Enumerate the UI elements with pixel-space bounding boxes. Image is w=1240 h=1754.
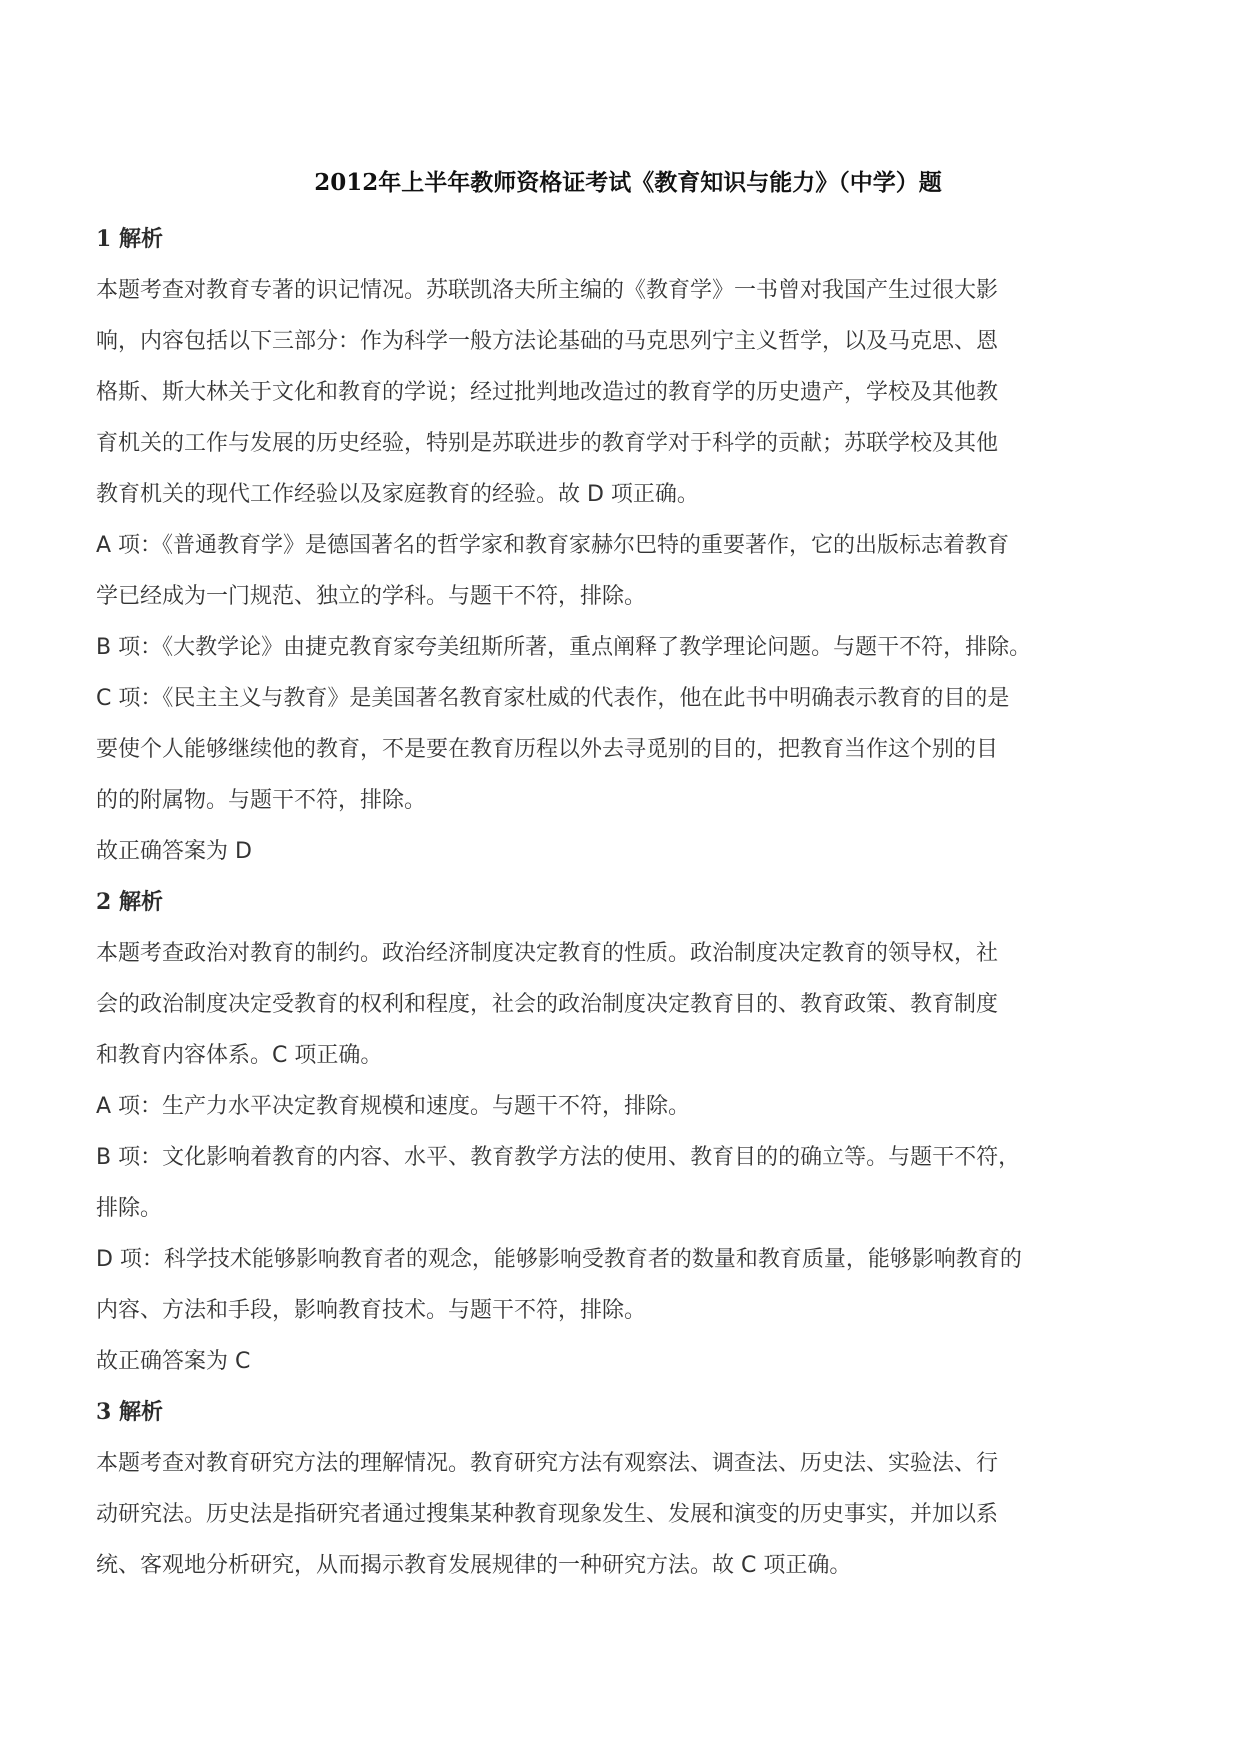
text-line: 本题考查政治对教育的制约。政治经济制度决定教育的性质。政治制度决定教育的领导权，社: [96, 941, 999, 966]
text-line: 响，内容包括以下三部分：作为科学一般方法论基础的马克思列宁主义哲学，以及马克思、恩: [96, 329, 999, 354]
section-3: [96, 1387, 1160, 1591]
option-d-paragraph: [96, 1234, 1160, 1336]
option-a-paragraph: [96, 520, 1160, 622]
text-line: 格斯、斯大林关于文化和教育的学说；经过批判地改造过的教育学的历史遗产，学校及其他教: [96, 380, 999, 405]
analysis-paragraph: [96, 265, 1160, 520]
text-line: 动研究法。历史法是指研究者通过搜集某种教育现象发生、发展和演变的历史事实，并加以系: [96, 1502, 999, 1527]
analysis-paragraph: [96, 928, 1160, 1081]
text-line: 会的政治制度决定受教育的权利和程度，社会的政治制度决定教育目的、教育政策、教育制度: [96, 992, 999, 1017]
section-1: [96, 214, 1160, 877]
option-a-paragraph: [96, 1081, 1160, 1132]
text-line: 学已经成为一门规范、独立的学科。与题干不符，排除。: [96, 584, 647, 609]
option-c-paragraph: [96, 673, 1160, 826]
text-line: A 项：生产力水平决定教育规模和速度。与题干不符，排除。: [96, 1094, 691, 1119]
text-line: B 项：《大教学论》由捷克教育家夸美纽斯所著，重点阐释了教学理论问题。与题干不符，排除。: [96, 635, 1032, 660]
answer-paragraph: [96, 826, 1160, 877]
text-line: 和教育内容体系。C 项正确。: [96, 1043, 383, 1068]
option-b-paragraph: [96, 1132, 1160, 1234]
option-b-paragraph: [96, 622, 1160, 673]
text-line: C 项：《民主主义与教育》是美国著名教育家杜威的代表作，他在此书中明确表示教育的目的是: [96, 686, 1010, 711]
section-heading: 1 解析: [96, 226, 163, 252]
text-line: 内容、方法和手段，影响教育技术。与题干不符，排除。: [96, 1298, 647, 1323]
document-title: 2012年上半年教师资格证考试《教育知识与能力》（中学）题: [314, 169, 942, 196]
text-line: 育机关的工作与发展的历史经验，特别是苏联进步的教育学对于科学的贡献；苏联学校及其他: [96, 431, 999, 456]
text-line: 要使个人能够继续他的教育，不是要在教育历程以外去寻觅别的目的，把教育当作这个别的目: [96, 737, 999, 762]
text-line: A 项：《普通教育学》是德国著名的哲学家和教育家赫尔巴特的重要著作，它的出版标志着教育: [96, 533, 1010, 558]
text-line: 的的附属物。与题干不符，排除。: [96, 788, 427, 813]
text-line: 故正确答案为 C: [96, 1349, 251, 1374]
section-2: [96, 877, 1160, 1387]
text-line: 排除。: [96, 1196, 163, 1221]
answer-paragraph: [96, 1336, 1160, 1387]
text-line: 本题考查对教育专著的识记情况。苏联凯洛夫所主编的《教育学》一书曾对我国产生过很大影: [96, 278, 999, 303]
text-line: 本题考查对教育研究方法的理解情况。教育研究方法有观察法、调查法、历史法、实验法、行: [96, 1451, 999, 1476]
text-line: 教育机关的现代工作经验以及家庭教育的经验。故 D 项正确。: [96, 482, 699, 507]
text-line: D 项：科学技术能够影响教育者的观念，能够影响受教育者的数量和教育质量，能够影响教育的: [96, 1247, 1022, 1272]
section-heading: 2 解析: [96, 889, 163, 915]
text-line: 统、客观地分析研究，从而揭示教育发展规律的一种研究方法。故 C 项正确。: [96, 1553, 852, 1578]
analysis-paragraph: [96, 1438, 1160, 1591]
section-heading: 3 解析: [96, 1399, 163, 1425]
text-line: B 项：文化影响着教育的内容、水平、教育教学方法的使用、教育目的的确立等。与题干不符，: [96, 1145, 1021, 1170]
text-line: 故正确答案为 D: [96, 839, 252, 864]
document-body: [96, 214, 1160, 1591]
